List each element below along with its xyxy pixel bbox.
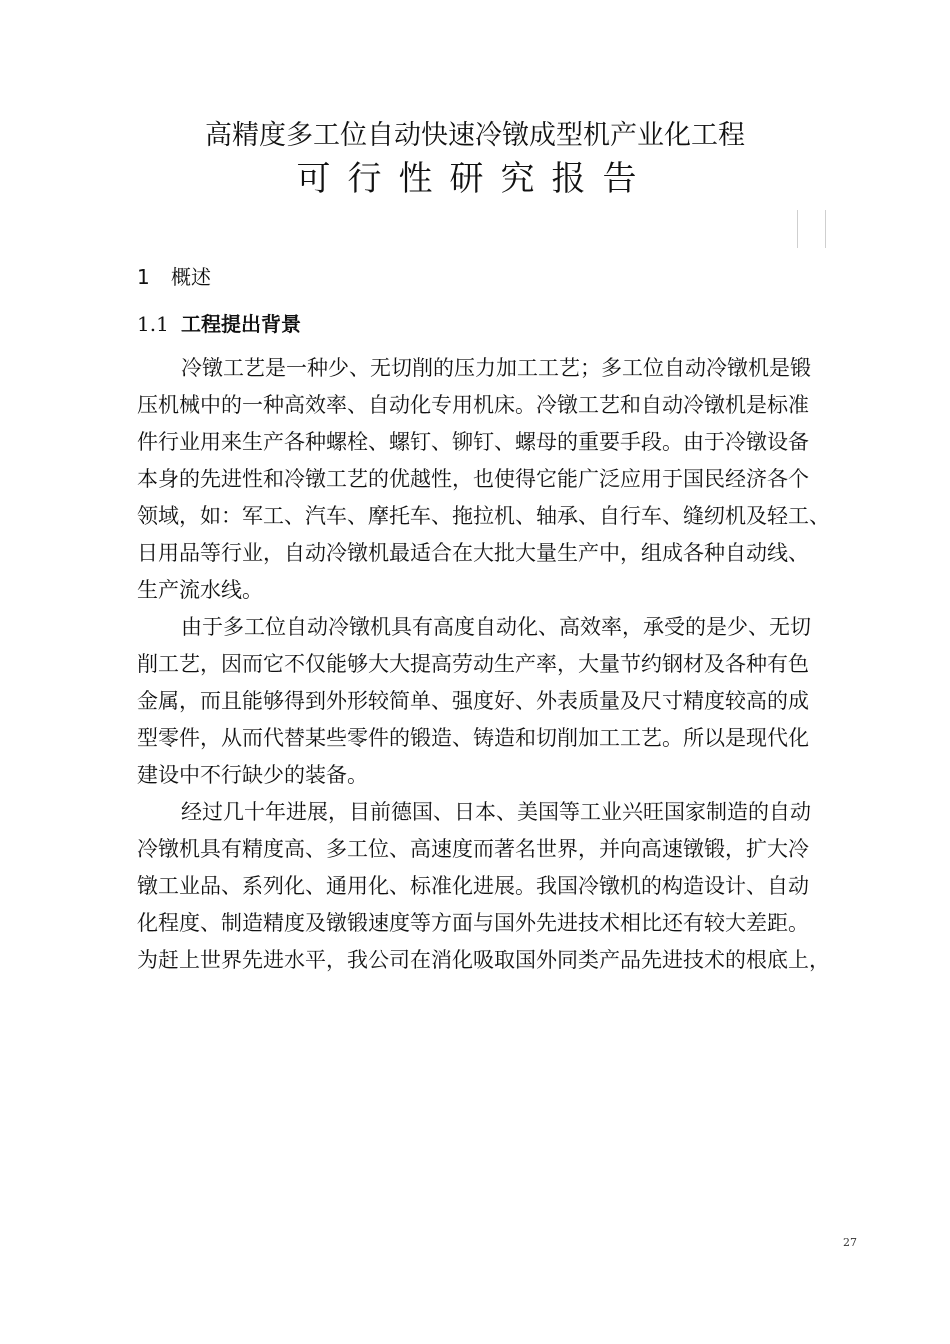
text-line: 件行业用来生产各种螺栓、螺钉、铆钉、螺母的重要手段。由于冷镦设备 [137,430,809,454]
divider-line-left [797,210,798,248]
text-line: 日用品等行业，自动冷镦机最适合在大批大量生产中，组成各种自动线、 [137,541,809,565]
subsection-title: 工程提出背景 [181,312,301,336]
paragraph [137,350,877,609]
text-line: 型零件，从而代替某些零件的锻造、铸造和切削加工工艺。所以是现代化 [137,726,809,750]
text-line: 化程度、制造精度及镦锻速度等方面与国外先进技术相比还有较大差距。 [137,911,809,935]
page-number: 27 [843,1236,857,1249]
body-text [137,350,877,979]
text-line: 镦工业品、系列化、通用化、标准化进展。我国冷镦机的构造设计、自动 [137,874,809,898]
text-line: 削工艺，因而它不仅能够大大提高劳动生产率，大量节约钢材及各种有色 [137,652,809,676]
text-line: 本身的先进性和冷镦工艺的优越性，也使得它能广泛应用于国民经济各个 [137,467,809,491]
paragraph [137,794,877,979]
document-title: 高精度多工位自动快速冷镦成型机产业化工程 [205,120,745,151]
section-heading [137,262,211,292]
text-line: 生产流水线。 [137,578,263,602]
section-title: 概述 [171,265,211,289]
text-line: 经过几十年进展，目前德国、日本、美国等工业兴旺国家制造的自动 [181,800,811,824]
subsection-heading [137,309,301,339]
subsection-number: 1.1 [137,312,169,336]
text-line: 冷镦机具有精度高、多工位、高速度而著名世界，并向高速镦锻，扩大冷 [137,837,809,861]
text-line: 冷镦工艺是一种少、无切削的压力加工工艺；多工位自动冷镦机是锻 [181,356,811,380]
paragraph [137,609,877,794]
section-number: 1 [137,265,150,289]
text-line: 金属，而且能够得到外形较简单、强度好、外表质量及尺寸精度较高的成 [137,689,809,713]
text-line: 建设中不行缺少的装备。 [137,763,368,787]
text-line: 为赶上世界先进水平，我公司在消化吸取国外同类产品先进技术的根底上， [137,948,830,972]
text-line: 由于多工位自动冷镦机具有高度自动化、高效率，承受的是少、无切 [181,615,811,639]
divider-line-right [825,210,826,248]
document-subtitle: 可行性研究报告 [296,159,654,199]
text-line: 压机械中的一种高效率、自动化专用机床。冷镦工艺和自动冷镦机是标准 [137,393,809,417]
text-line: 领域，如：军工、汽车、摩托车、拖拉机、轴承、自行车、缝纫机及轻工、 [137,504,830,528]
